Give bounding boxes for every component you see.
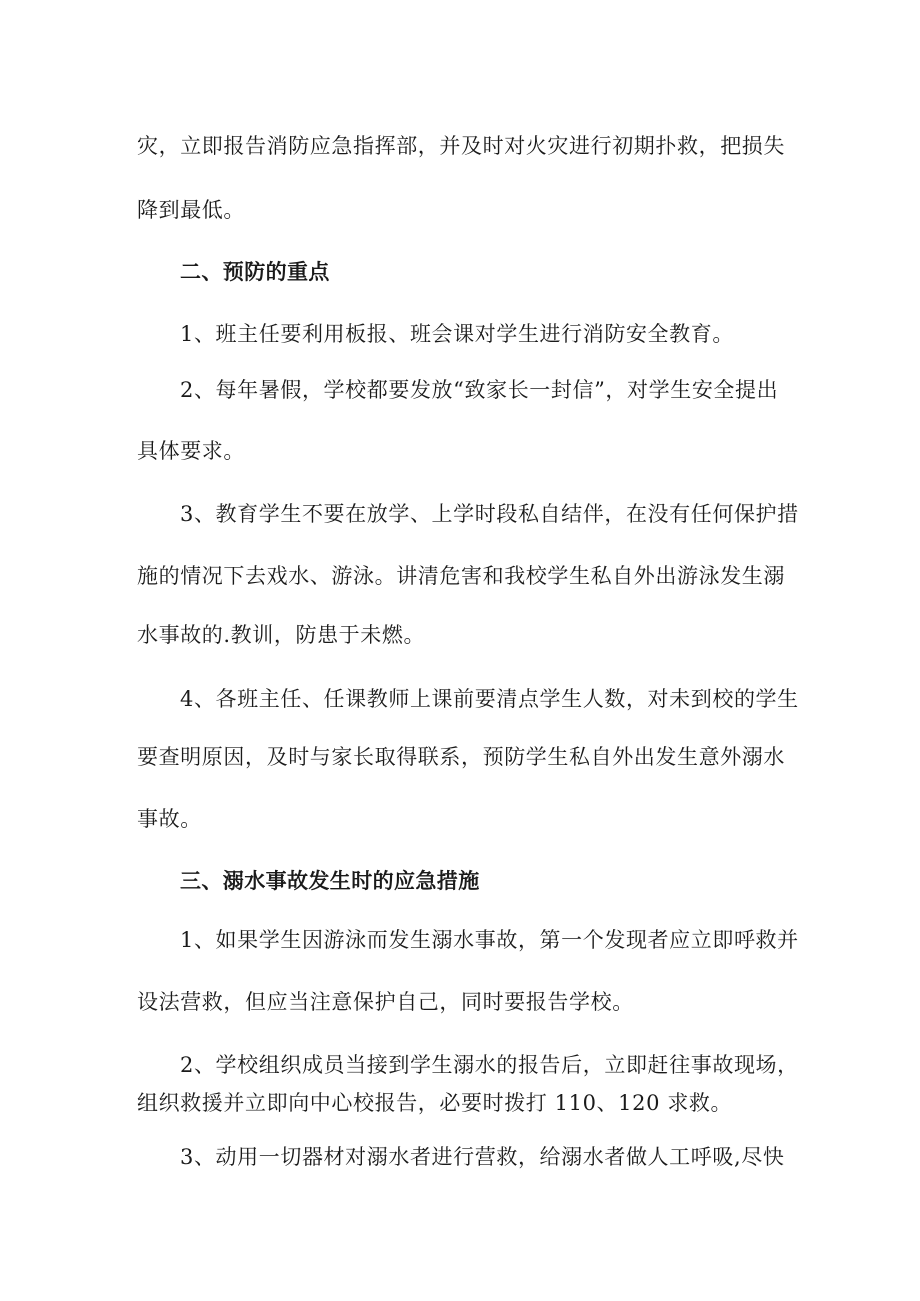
paragraph-line: 3、教育学生不要在放学、上学时段私自结伴，在没有任何保护措 [180, 502, 799, 526]
section-heading-emergency-measures: 三、溺水事故发生时的应急措施 [180, 869, 480, 893]
paragraph-line: 灾，立即报告消防应急指挥部，并及时对火灾进行初期扑救，把损失 [137, 134, 785, 158]
paragraph-line: 2、学校组织成员当接到学生溺水的报告后，立即赶往事故现场， [180, 1053, 799, 1077]
paragraph-line: 施的情况下去戏水、游泳。讲清危害和我校学生私自外出游泳发生溺 [137, 564, 785, 588]
paragraph-line: 1、班主任要利用板报、班会课对学生进行消防安全教育。 [180, 322, 734, 346]
paragraph-line: 水事故的.教训，防患于未燃。 [137, 623, 426, 647]
paragraph-line: 事故。 [137, 807, 202, 831]
paragraph-line: 降到最低。 [137, 198, 245, 222]
paragraph-line: 要查明原因，及时与家长取得联系，预防学生私自外出发生意外溺水 [137, 745, 785, 769]
paragraph-line: 3、动用一切器材对溺水者进行营救，给溺水者做人工呼吸,尽快 [180, 1145, 785, 1169]
paragraph-line: 组织救援并立即向中心校报告，必要时拨打 110、120 求救。 [137, 1091, 733, 1115]
paragraph-line: 2、每年暑假，学校都要发放“致家长一封信”，对学生安全提出 [180, 378, 779, 402]
paragraph-line: 4、各班主任、任课教师上课前要清点学生人数，对未到校的学生 [180, 687, 799, 711]
paragraph-line: 具体要求。 [137, 439, 245, 463]
section-heading-prevention: 二、预防的重点 [180, 260, 330, 284]
paragraph-line: 设法营救，但应当注意保护自己，同时要报告学校。 [137, 990, 634, 1014]
paragraph-line: 1、如果学生因游泳而发生溺水事故，第一个发现者应立即呼救并 [180, 928, 799, 952]
